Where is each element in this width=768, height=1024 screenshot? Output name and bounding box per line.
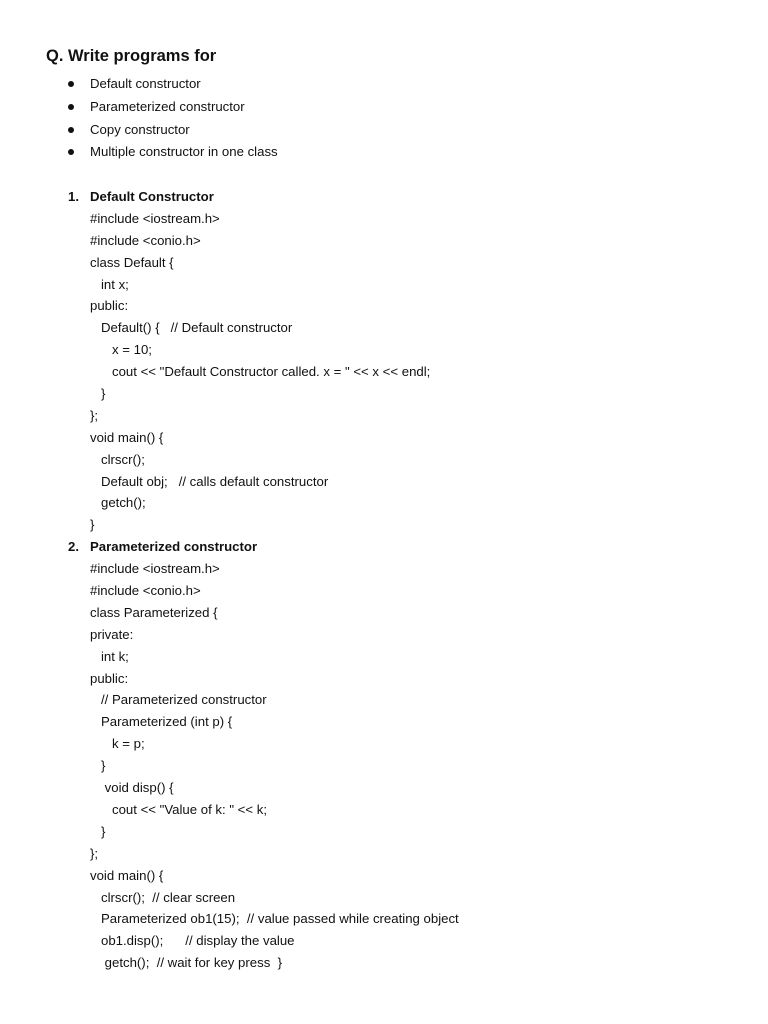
code-line: #include <iostream.h> xyxy=(90,561,220,577)
code-line: } xyxy=(90,517,95,533)
code-line: getch(); // wait for key press } xyxy=(90,955,283,971)
requirement-text: Copy constructor xyxy=(90,121,190,137)
section-heading xyxy=(64,536,754,558)
section-title: Default Constructor xyxy=(90,189,214,204)
program-sections xyxy=(64,186,754,974)
code-line: #include <conio.h> xyxy=(90,232,201,248)
section-number: 2. xyxy=(68,539,79,555)
bullet-icon xyxy=(68,81,74,87)
code-line: cout << "Value of k: " << k; xyxy=(90,801,267,817)
code-line: void disp() { xyxy=(90,780,174,796)
code-block xyxy=(64,558,754,974)
code-line: clrscr(); xyxy=(90,451,145,467)
code-line: #include <iostream.h> xyxy=(90,210,220,226)
code-line: class Parameterized { xyxy=(90,604,218,620)
code-line: }; xyxy=(90,845,99,861)
bullet-icon xyxy=(68,127,74,133)
bullet-icon xyxy=(68,149,74,155)
code-line: private: xyxy=(90,626,134,642)
code-line: } xyxy=(90,823,106,839)
code-line: int k; xyxy=(90,648,129,664)
requirement-item xyxy=(64,141,278,164)
code-line: public: xyxy=(90,670,129,686)
code-line: } xyxy=(90,758,106,774)
code-line: void main() { xyxy=(90,867,164,883)
requirement-text: Multiple constructor in one class xyxy=(90,144,278,160)
question-title: Q. Write programs for xyxy=(46,47,217,65)
code-line: Default obj; // calls default constructor xyxy=(90,473,329,489)
code-line: } xyxy=(90,386,106,402)
code-line: x = 10; xyxy=(90,342,152,358)
requirement-text: Parameterized constructor xyxy=(90,98,245,114)
requirement-item xyxy=(64,73,278,96)
code-line: int x; xyxy=(90,276,129,292)
requirement-item xyxy=(64,96,278,119)
code-line: // Parameterized constructor xyxy=(90,692,267,708)
requirements-list xyxy=(64,73,278,164)
code-line: Parameterized ob1(15); // value passed while creating object xyxy=(90,911,459,927)
code-line: }; xyxy=(90,407,99,423)
code-block xyxy=(64,208,754,536)
code-line: getch(); xyxy=(90,495,146,511)
code-line: class Default { xyxy=(90,254,174,270)
section-title: Parameterized constructor xyxy=(90,539,258,555)
code-line: public: xyxy=(90,298,129,314)
code-line: clrscr(); // clear screen xyxy=(90,889,236,905)
section-heading xyxy=(64,186,754,208)
requirement-text: Default constructor xyxy=(90,76,201,91)
code-line: void main() { xyxy=(90,429,164,445)
code-line: k = p; xyxy=(90,736,145,752)
section-number: 1. xyxy=(68,189,79,204)
bullet-icon xyxy=(68,104,74,110)
code-line: Parameterized (int p) { xyxy=(90,714,233,730)
requirement-item xyxy=(64,119,278,142)
code-line: #include <conio.h> xyxy=(90,583,201,599)
code-line: Default() { // Default constructor xyxy=(90,320,293,336)
code-line: ob1.disp(); // display the value xyxy=(90,933,295,949)
code-line: cout << "Default Constructor called. x = " << x << endl; xyxy=(90,364,431,380)
